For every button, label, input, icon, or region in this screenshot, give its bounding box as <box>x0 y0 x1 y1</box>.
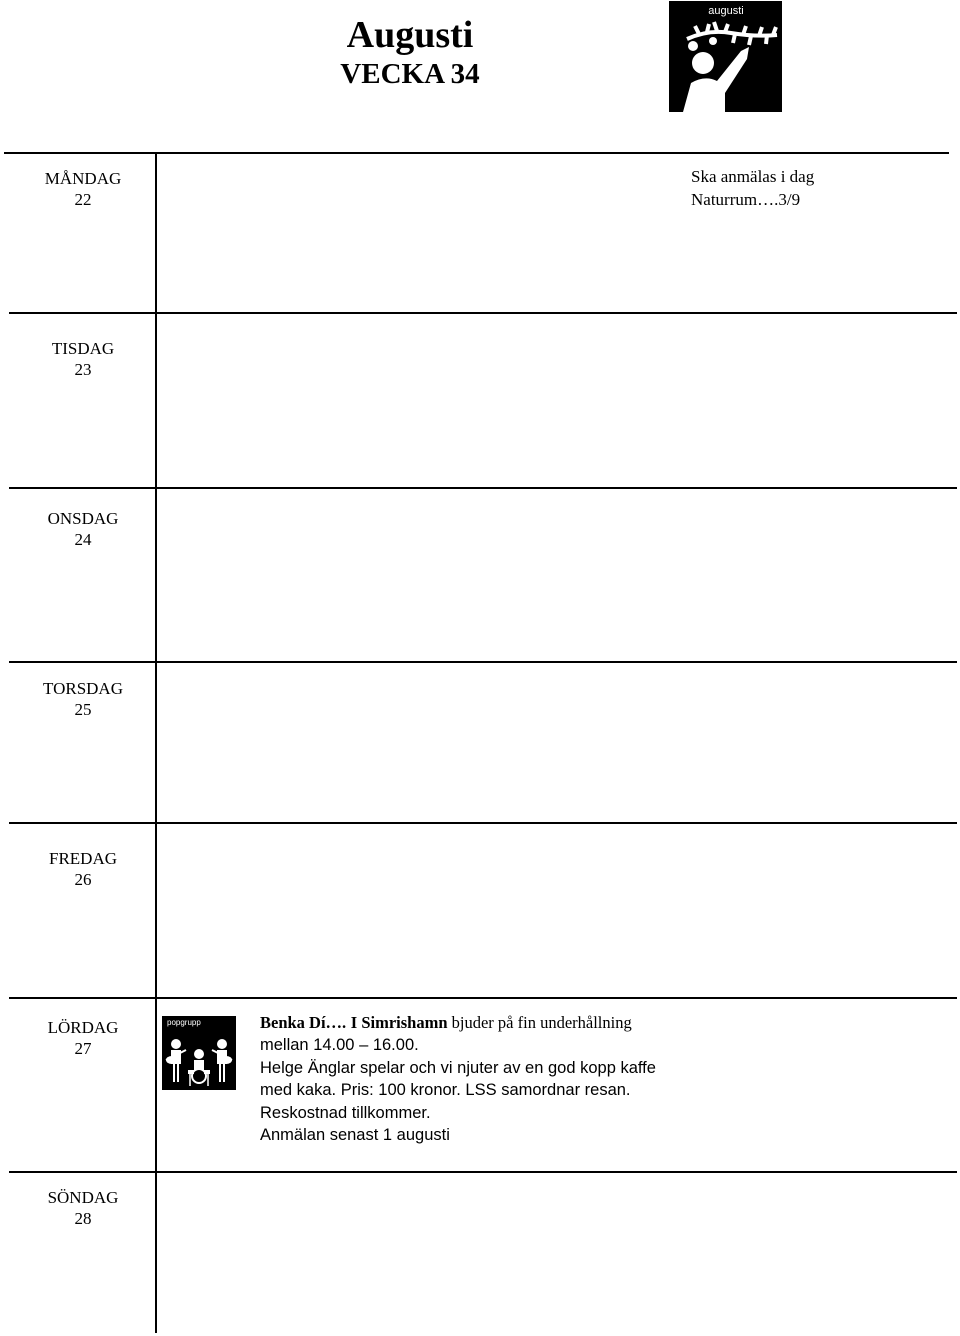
event-line <box>260 1012 950 1034</box>
week-number: VECKA 34 <box>340 58 480 90</box>
popgroup-label: popgrupp <box>167 1018 201 1027</box>
event-line: mellan 14.00 – 16.00. <box>260 1036 419 1055</box>
day-label-monday <box>0 168 166 210</box>
popgroup-icon <box>162 1016 236 1090</box>
row-divider <box>9 822 957 824</box>
day-date: 28 <box>74 1209 92 1228</box>
day-name: MÅNDAG <box>44 169 122 188</box>
row-divider <box>9 1171 957 1173</box>
day-date: 23 <box>74 360 92 379</box>
event-intro: bjuder på fin underhållning <box>447 1013 632 1032</box>
day-date: 24 <box>74 530 92 549</box>
month-logo-icon <box>669 1 782 112</box>
day-label-friday <box>0 848 166 890</box>
day-name: ONSDAG <box>47 509 119 528</box>
note-line: Ska anmälas i dag <box>691 167 815 186</box>
day-name: TORSDAG <box>43 679 123 698</box>
day-name: FREDAG <box>48 849 117 868</box>
day-date: 25 <box>74 700 92 719</box>
event-place: I Simrishamn <box>350 1013 448 1032</box>
day-name: TISDAG <box>51 339 115 358</box>
day-name: SÖNDAG <box>47 1188 119 1207</box>
row-divider <box>9 312 957 314</box>
event-line: Helge Änglar spelar och vi njuter av en god kopp kaffe <box>260 1058 656 1077</box>
day-label-wednesday <box>0 508 166 550</box>
month-logo-label: augusti <box>708 5 744 17</box>
table-top-border <box>4 152 949 154</box>
event-line: Anmälan senast 1 augusti <box>260 1126 450 1145</box>
event-title: Benka Dí…. <box>260 1013 347 1032</box>
row-divider <box>9 487 957 489</box>
day-name: LÖRDAG <box>47 1018 119 1037</box>
day-date: 22 <box>74 190 92 209</box>
page-title: Augusti <box>346 14 474 56</box>
saturday-event <box>260 1012 950 1146</box>
day-label-sunday <box>0 1187 166 1229</box>
event-line: med kaka. Pris: 100 kronor. LSS samordnar resan. <box>260 1081 631 1100</box>
day-date: 27 <box>74 1039 92 1058</box>
day-label-tuesday <box>0 338 166 380</box>
note-line: Naturrum….3/9 <box>691 190 801 209</box>
day-label-thursday <box>0 678 166 720</box>
monday-note <box>691 165 814 211</box>
event-line: Reskostnad tillkommer. <box>260 1103 431 1122</box>
column-divider <box>155 153 157 1333</box>
day-date: 26 <box>74 870 92 889</box>
row-divider <box>9 661 957 663</box>
day-label-saturday <box>0 1017 166 1059</box>
row-divider <box>9 997 957 999</box>
